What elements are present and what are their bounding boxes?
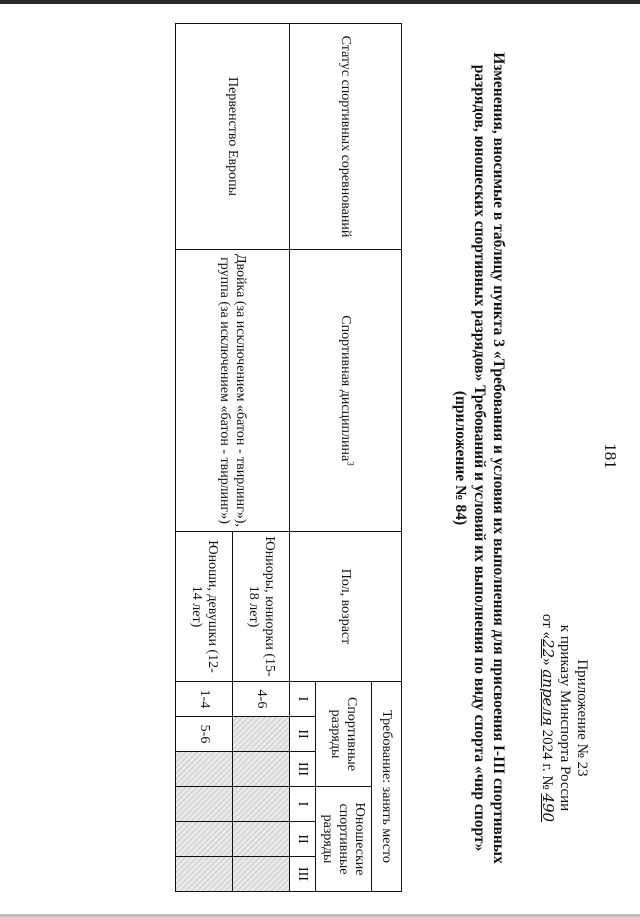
document-heading — [451, 18, 508, 898]
date-prefix: от « — [539, 613, 555, 639]
handwritten-month: апреля — [539, 669, 557, 726]
header-sport-ranks: Спортивные разряды — [316, 682, 372, 787]
rank-cell-empty — [233, 717, 290, 752]
rank-label: II — [290, 717, 316, 752]
rank-cell-empty — [233, 787, 290, 822]
rank-cell-empty — [176, 752, 233, 787]
status-value: Первенство Европы — [176, 24, 290, 250]
page-number: 181 — [601, 443, 620, 469]
header-youth-ranks: Юношеские спортивные разряды — [316, 787, 372, 892]
rank-cell-empty — [233, 752, 290, 787]
appendix-date-line — [538, 558, 556, 878]
rank-label: II — [290, 822, 316, 857]
handwritten-number: 490 — [539, 793, 557, 823]
rank-label: III — [290, 857, 316, 892]
rank-label: III — [290, 752, 316, 787]
rank-label: I — [290, 682, 316, 717]
header-discipline — [290, 250, 402, 532]
appendix-block — [538, 558, 590, 878]
rank-label: I — [290, 787, 316, 822]
scan-top-edge — [0, 0, 640, 4]
rank-cell: 4-6 — [233, 682, 290, 717]
heading-line-2: разрядов, юношеских спортивных разрядов» Требований и условий их выполнения по виду спорта «чир спорт» — [471, 64, 488, 852]
heading-line-1: Изменения, вносимые в таблицу пункта 3 «Требования и условия их выполнения для присвоения I-III спортивных — [490, 52, 507, 864]
rank-cell-empty — [176, 857, 233, 892]
rank-cell-empty — [233, 857, 290, 892]
discipline-value: Двойка (за исключением «батон - твирлинг»), группа (за исключением «батон - твирлинг») — [176, 250, 290, 532]
date-year: 2024 г. № — [539, 729, 555, 790]
appendix-order-ref: к приказу Минспорта России — [557, 624, 573, 812]
rank-cell-empty — [233, 822, 290, 857]
handwritten-day: 22 — [539, 639, 557, 659]
appendix-title: Приложение № 23 — [574, 659, 590, 777]
rank-cell: 5-6 — [176, 717, 233, 752]
gender-age-cell: Юниоры, юниорки (15-18 лет) — [233, 532, 290, 682]
document-sheet — [60, 18, 620, 898]
requirements-table — [175, 23, 402, 892]
rank-cell: 1-4 — [176, 682, 233, 717]
header-gender-age: Пол, возраст — [290, 532, 402, 682]
header-requirement: Требование: занять место — [372, 682, 402, 892]
table-row — [233, 24, 290, 892]
footnote-marker: 3 — [346, 461, 357, 466]
header-status: Статус спортивных соревнований — [290, 24, 402, 250]
rank-cell-empty — [176, 787, 233, 822]
rank-cell-empty — [176, 822, 233, 857]
heading-line-3: (приложение № 84) — [452, 390, 469, 526]
date-mid: » — [539, 658, 555, 666]
header-discipline-text: Спортивная дисциплина — [338, 315, 354, 462]
gender-age-cell: Юноши, девушки (12-14 лет) — [176, 532, 233, 682]
